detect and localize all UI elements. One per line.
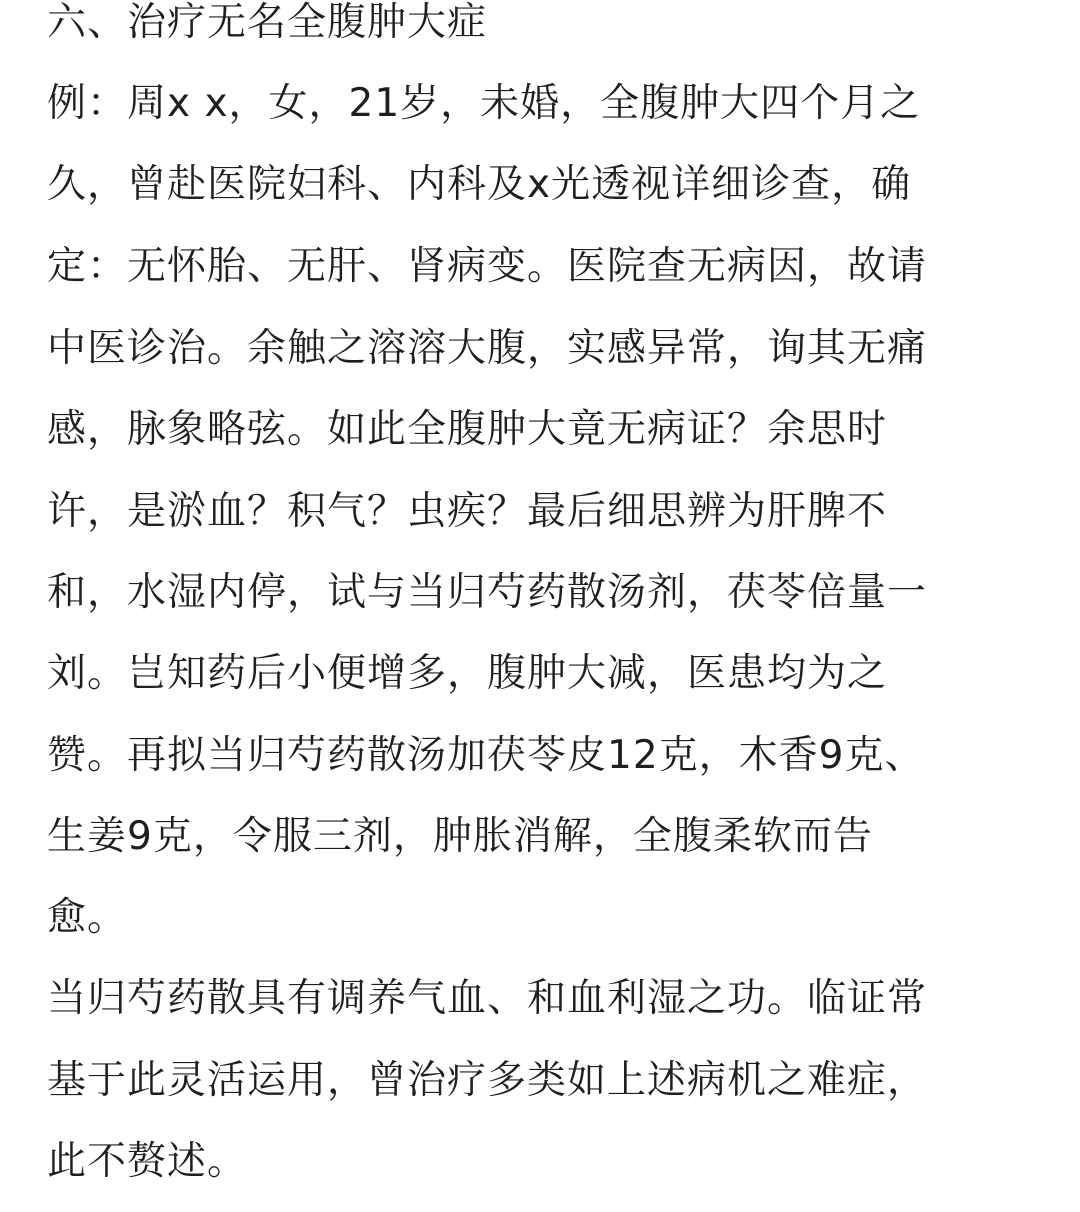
text-line: 久，曾赴医院妇科、内科及x光透视详细诊查，确 xyxy=(47,162,912,207)
text-line: 愈。 xyxy=(47,895,128,940)
text-line: 和，水湿内停，试与当归芍药散汤剂，茯苓倍量一 xyxy=(47,570,928,615)
section-heading: 六、治疗无名全腹肿大症 xyxy=(47,0,488,45)
text-line: 此不赘述。 xyxy=(47,1139,248,1184)
text-line: 当归芍药散具有调养气血、和血利湿之功。临证常 xyxy=(47,976,928,1021)
text-line: 感，脉象略弦。如此全腹肿大竟无病证？余思时 xyxy=(47,407,888,452)
text-line: 例：周x x，女，21岁，未婚，全腹肿大四个月之 xyxy=(47,81,921,126)
text-line: 中医诊治。余触之溶溶大腹，实感异常，询其无痛 xyxy=(47,326,928,371)
text-line: 定：无怀胎、无肝、肾病变。医院查无病因，故请 xyxy=(47,244,928,289)
text-line: 生姜9克，令服三剂，肿胀消解，全腹柔软而告 xyxy=(47,814,873,859)
text-line: 赞。再拟当归芍药散汤加茯苓皮12克，木香9克、 xyxy=(47,733,925,778)
text-line: 刘。岂知药后小便增多，腹肿大减，医患均为之 xyxy=(47,651,888,696)
text-line: 许，是淤血？积气？虫疾？最后细思辨为肝脾不 xyxy=(47,489,888,534)
text-line: 基于此灵活运用，曾治疗多类如上述病机之难症， xyxy=(47,1058,928,1103)
